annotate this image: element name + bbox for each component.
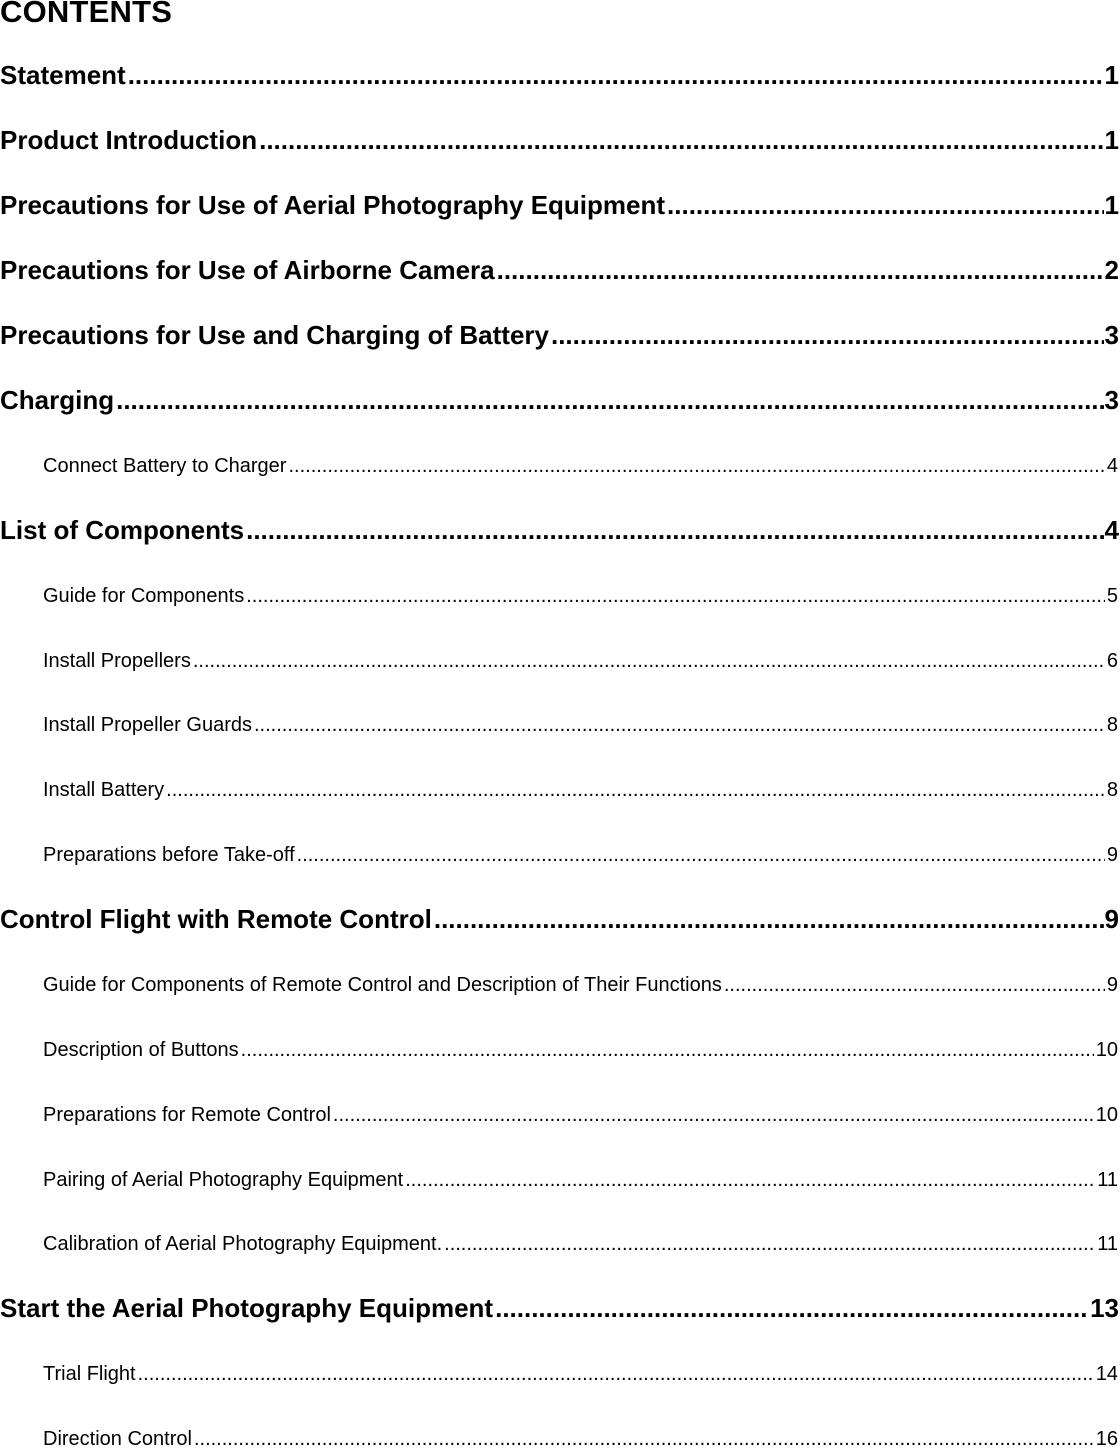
- toc-entry-page: 3: [1104, 385, 1119, 415]
- toc-entry-install-propellers[interactable]: [43, 650, 1118, 673]
- toc-entry-page: 16: [1095, 1428, 1118, 1450]
- dot-leader: [497, 255, 1104, 286]
- toc-entry-page: 3: [1104, 320, 1119, 350]
- dot-leader: [434, 904, 1104, 935]
- toc-entry-pairing[interactable]: [43, 1169, 1118, 1192]
- dot-leader: [254, 714, 1105, 737]
- toc-entry-trial-flight[interactable]: [43, 1363, 1118, 1386]
- toc-entry-label: Product Introduction: [0, 125, 258, 155]
- toc-entry-page: 1: [1104, 60, 1119, 90]
- dot-leader: [116, 385, 1103, 416]
- dot-leader: [259, 125, 1103, 156]
- toc-entry-label: Statement: [0, 60, 126, 90]
- dot-leader: [193, 650, 1105, 673]
- toc-entry-page: 9: [1104, 904, 1119, 934]
- toc-entry-label: Guide for Components of Remote Control and Description of Their Functions: [43, 974, 722, 996]
- dot-leader: [297, 844, 1105, 867]
- toc-entry-label: Charging: [0, 385, 115, 415]
- toc-entry-label: Install Battery: [43, 779, 165, 801]
- toc-entry-page: 10: [1095, 1104, 1118, 1126]
- dot-leader: [405, 1169, 1095, 1192]
- toc-entry-label: Preparations before Take-off: [43, 844, 295, 866]
- toc-entry-guide-components[interactable]: [43, 585, 1118, 608]
- toc-entry-connect-battery[interactable]: [43, 455, 1118, 478]
- toc-entry-page: 13: [1090, 1293, 1119, 1323]
- dot-leader: [246, 585, 1105, 608]
- dot-leader: [241, 1039, 1094, 1062]
- toc-entry-label: Direction Control: [43, 1428, 192, 1450]
- toc-entry-install-propeller-guards[interactable]: [43, 714, 1118, 737]
- toc-entry-label: Pairing of Aerial Photography Equipment: [43, 1169, 404, 1191]
- toc-entry-label: Trial Flight: [43, 1363, 136, 1385]
- toc-entry-page: 11: [1097, 1233, 1118, 1255]
- toc-entry-precautions-aerial-equipment[interactable]: [0, 190, 1120, 221]
- toc-entry-page: 11: [1097, 1169, 1118, 1191]
- dot-leader: [495, 1293, 1089, 1324]
- toc-entry-install-battery[interactable]: [43, 779, 1118, 802]
- toc-entry-page: 2: [1104, 255, 1119, 285]
- dot-leader: [333, 1104, 1094, 1127]
- toc-entry-page: 4: [1104, 515, 1119, 545]
- toc-entry-label: Install Propellers: [43, 650, 191, 672]
- toc-entry-page: 9: [1106, 844, 1118, 866]
- toc-entry-label: Description of Buttons: [43, 1039, 239, 1061]
- toc-entry-label: Precautions for Use of Airborne Camera: [0, 255, 495, 285]
- dot-leader: [288, 455, 1104, 478]
- dot-leader: [194, 1428, 1094, 1451]
- toc-entry-preparations-takeoff[interactable]: [43, 844, 1118, 867]
- toc-entry-product-introduction[interactable]: [0, 125, 1120, 156]
- toc-entry-page: 10: [1095, 1039, 1118, 1061]
- toc-entry-page: 8: [1106, 779, 1118, 801]
- toc-entry-charging[interactable]: [0, 385, 1120, 416]
- dot-leader: [551, 320, 1104, 351]
- toc-entry-label: Calibration of Aerial Photography Equipment.: [43, 1233, 443, 1255]
- toc-entry-label: Install Propeller Guards: [43, 714, 252, 736]
- dot-leader: [724, 974, 1105, 997]
- toc-entry-label: Precautions for Use of Aerial Photography Equipment: [0, 190, 666, 220]
- toc-entry-description-buttons[interactable]: [43, 1039, 1118, 1062]
- toc-entry-label: Preparations for Remote Control: [43, 1104, 331, 1126]
- toc-entry-page: 6: [1106, 650, 1118, 672]
- dot-leader: [246, 515, 1103, 546]
- dot-leader: [444, 1233, 1095, 1256]
- toc-entry-page: 4: [1106, 455, 1118, 477]
- toc-entry-precautions-battery[interactable]: [0, 320, 1120, 351]
- toc-entry-page: 9: [1106, 974, 1118, 996]
- toc-entry-label: Connect Battery to Charger: [43, 455, 287, 477]
- toc-entry-label: Precautions for Use and Charging of Battery: [0, 320, 549, 350]
- toc-entry-direction-control[interactable]: [43, 1428, 1118, 1451]
- dot-leader: [166, 779, 1105, 802]
- dot-leader: [128, 60, 1104, 91]
- toc-entry-list-of-components[interactable]: [0, 515, 1120, 546]
- toc-entry-statement[interactable]: [0, 60, 1120, 91]
- toc-entry-page: 1: [1104, 190, 1119, 220]
- toc-entry-label: Control Flight with Remote Control: [0, 904, 432, 934]
- dot-leader: [667, 190, 1104, 221]
- dot-leader: [138, 1363, 1094, 1386]
- toc-entry-control-flight[interactable]: [0, 904, 1120, 935]
- toc-entry-label: Guide for Components: [43, 585, 245, 607]
- toc-entry-page: 14: [1095, 1363, 1118, 1385]
- page-title: CONTENTS: [0, 0, 173, 29]
- toc-entry-precautions-airborne-camera[interactable]: [0, 255, 1120, 286]
- toc-entry-label: Start the Aerial Photography Equipment: [0, 1293, 494, 1323]
- toc-entry-page: 1: [1104, 125, 1119, 155]
- toc-entry-calibration[interactable]: [43, 1233, 1118, 1256]
- toc-entry-guide-remote-control[interactable]: [43, 974, 1118, 997]
- toc-entry-page: 5: [1106, 585, 1118, 607]
- toc-entry-label: List of Components: [0, 515, 245, 545]
- toc-entry-start-equipment[interactable]: [0, 1293, 1120, 1324]
- toc-entry-page: 8: [1106, 714, 1118, 736]
- toc-entry-preparations-remote[interactable]: [43, 1104, 1118, 1127]
